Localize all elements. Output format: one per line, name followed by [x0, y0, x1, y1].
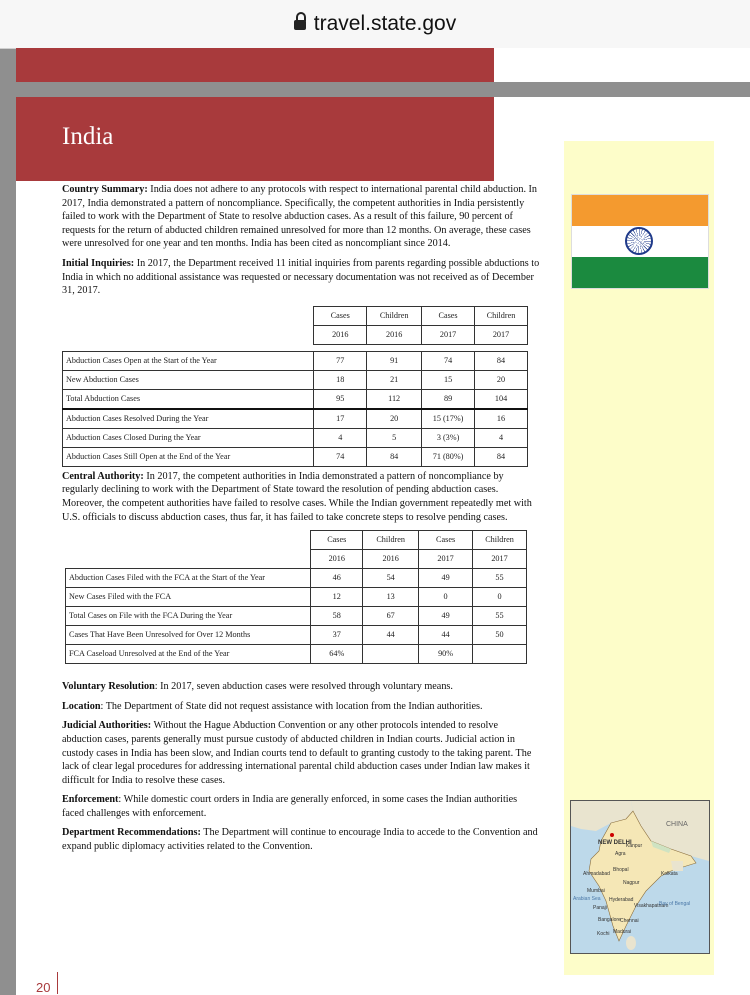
cell: 13 [363, 588, 419, 607]
row-label: Abduction Cases Closed During the Year [63, 428, 314, 447]
voluntary-resolution-paragraph [62, 680, 540, 694]
cell: 84 [475, 447, 528, 466]
map-label-visakhapatnam: Visakhapatnam [634, 903, 669, 909]
previous-page-edge [16, 48, 750, 82]
india-map [570, 800, 710, 954]
row-label: New Cases Filed with the FCA [66, 588, 311, 607]
table-row [63, 447, 528, 466]
cell: 67 [363, 607, 419, 626]
cell: 55 [473, 569, 527, 588]
map-label-madurai: Madurai [613, 929, 632, 935]
cell: 55 [473, 607, 527, 626]
cell: 84 [367, 447, 422, 466]
table-header-row [63, 306, 528, 325]
cell: 15 [422, 370, 475, 389]
cell: 0 [473, 588, 527, 607]
map-label-kanpur: Kanpur [626, 843, 643, 849]
cell: 104 [475, 389, 528, 409]
table-row [63, 428, 528, 447]
map-bangladesh-land [671, 861, 683, 871]
enforcement-text: : While domestic court orders in India are generally enforced, in some cases the Indian authorities faced challenges with enforcement. [62, 794, 518, 819]
table-header-row [66, 531, 527, 550]
table-header-cell: 2017 [422, 325, 475, 344]
table-row [63, 389, 528, 409]
cell: 50 [473, 626, 527, 645]
lock-icon [294, 17, 306, 31]
cell: 3 (3%) [422, 428, 475, 447]
previous-page-header-band [16, 48, 494, 82]
cell: 89 [422, 389, 475, 409]
cell: 112 [367, 389, 422, 409]
sidebar [564, 141, 714, 975]
cell: 58 [311, 607, 363, 626]
abduction-cases-table [62, 306, 528, 467]
cell: 64% [311, 645, 363, 664]
map-label-chennai: Chennai [620, 918, 639, 924]
judicial-authorities-paragraph [62, 719, 540, 787]
table-row [66, 645, 527, 664]
map-label-kolkata: Kolkata [661, 871, 678, 877]
table-row [66, 626, 527, 645]
browser-bar [0, 0, 750, 49]
cell: 46 [311, 569, 363, 588]
country-title: India [62, 123, 114, 150]
judicial-authorities-heading: Judicial Authorities: [62, 720, 152, 732]
central-authority-text: In 2017, the competent authorities in India demonstrated a pattern of noncompliance by regularly declining to work with the Department of State toward the resolution of pending abduction cases. Moreover, the competent authorities have failed to resolve cases. While the Indian government repeatedly met with U.S. officials to discuss abduction cases, thus far, it has failed to take concrete steps to resolve pending cases. [62, 470, 532, 523]
department-recommendations-heading: Department Recommendations: [62, 827, 201, 839]
table-header-cell: Cases [422, 306, 475, 325]
cell: 5 [367, 428, 422, 447]
table-header-cell: 2016 [314, 325, 367, 344]
page-content [62, 183, 540, 860]
map-label-hyderabad: Hyderabad [609, 897, 634, 903]
cell: 20 [475, 370, 528, 389]
table-row [63, 409, 528, 429]
row-label: Abduction Cases Resolved During the Year [63, 409, 314, 429]
map-sri-lanka-land [626, 936, 636, 950]
initial-inquiries-heading: Initial Inquiries: [62, 257, 135, 269]
cell: 12 [311, 588, 363, 607]
url-text: travel.state.gov [313, 12, 457, 35]
department-recommendations-text: The Department will continue to encourage India to accede to the Convention and expand public diplomacy activities related to the Convention. [62, 827, 538, 853]
cell: 74 [422, 351, 475, 370]
cell: 84 [475, 351, 528, 370]
row-label: New Abduction Cases [63, 370, 314, 389]
page-number-rule [57, 972, 58, 994]
cell: 15 (17%) [422, 409, 475, 429]
judicial-authorities-text: Without the Hague Abduction Convention or any other protocols intended to resolve abduction cases, parents generally must pursue custody of abducted children in Indian courts. Judicial action in custody cases in India has been slow, and Indian courts tend to default to granting custody to the taking parent. The lack of clear legal procedures for addressing international parental child abduction cases under Indian law makes it difficult for India to resolve these cases. [62, 720, 532, 786]
enforcement-heading: Enforcement [62, 794, 119, 806]
table-row [63, 370, 528, 389]
flag-saffron-stripe [572, 195, 708, 226]
map-capital-marker [610, 833, 614, 837]
table-header-cell: Cases [314, 306, 367, 325]
cell: 4 [475, 428, 528, 447]
cell: 44 [419, 626, 473, 645]
table-header-cell: 2016 [363, 550, 419, 569]
voluntary-resolution-text: : In 2017, seven abduction cases were resolved through voluntary means. [154, 681, 453, 693]
table-row [66, 569, 527, 588]
table-header-cell: 2017 [419, 550, 473, 569]
cell: 4 [314, 428, 367, 447]
document-page [16, 97, 750, 995]
row-label: Total Abduction Cases [63, 389, 314, 409]
country-header-band [16, 97, 494, 181]
address-bar[interactable] [0, 12, 750, 36]
row-label: Cases That Have Been Unresolved for Over 12 Months [66, 626, 311, 645]
country-summary-paragraph [62, 183, 540, 251]
cell: 95 [314, 389, 367, 409]
map-shapes [571, 801, 709, 953]
central-authority-paragraph [62, 470, 540, 524]
india-flag [571, 194, 709, 289]
map-label-bengaluru: Bangalore [598, 917, 621, 923]
table-row [66, 607, 527, 626]
country-summary-text: India does not adhere to any protocols with respect to international parental child abduction. In 2017, India demonstrated a pattern of noncompliance. Specifically, the competent authorities in India persistently failed to work with the Department of State to resolve abduction cases. As a result of this failure, 90 percent of requests for the return of abducted children remained unresolved for more than 12 months. On average, these cases were unresolved for one year and ten months. India has been cited as noncompliant since 2014. [62, 184, 538, 250]
location-heading: Location [62, 700, 101, 712]
table-header-row [66, 550, 527, 569]
flag-green-stripe [572, 257, 708, 288]
table-header-cell: Children [367, 306, 422, 325]
map-label-bay-of-bengal: Bay of Bengal [659, 901, 691, 907]
table-header-cell: Children [363, 531, 419, 550]
cell: 54 [363, 569, 419, 588]
map-label-mumbai: Mumbai [587, 888, 605, 894]
cell: 16 [475, 409, 528, 429]
table-header-cell: 2016 [311, 550, 363, 569]
page-number: 20 [36, 980, 51, 995]
table-header-cell: Cases [419, 531, 473, 550]
cell: 91 [367, 351, 422, 370]
cell [473, 645, 527, 664]
cell: 17 [314, 409, 367, 429]
cell: 20 [367, 409, 422, 429]
map-label-ahmadabad: Ahmadabad [583, 871, 610, 877]
country-summary-heading: Country Summary: [62, 184, 148, 195]
fca-cases-table [65, 530, 527, 664]
table-header-cell: 2017 [473, 550, 527, 569]
ashoka-chakra-icon [625, 227, 653, 255]
cell: 49 [419, 607, 473, 626]
table-header-cell: 2017 [475, 325, 528, 344]
map-label-bhopal: Bhopal [613, 867, 629, 873]
table-header-cell: Children [475, 306, 528, 325]
row-label: Abduction Cases Open at the Start of the Year [63, 351, 314, 370]
initial-inquiries-text: In 2017, the Department received 11 initial inquiries from parents regarding possible abductions to India in which no additional assistance was requested or necessary documentation was not received as of December 31, 2017. [62, 257, 540, 297]
map-label-panaji: Panaji [593, 905, 607, 911]
table-header-cell: Cases [311, 531, 363, 550]
cell: 71 (80%) [422, 447, 475, 466]
enforcement-paragraph [62, 793, 540, 820]
row-label: Abduction Cases Still Open at the End of the Year [63, 447, 314, 466]
location-paragraph [62, 700, 540, 714]
row-label: Abduction Cases Filed with the FCA at the Start of the Year [66, 569, 311, 588]
cell: 77 [314, 351, 367, 370]
row-label: Total Cases on File with the FCA During the Year [66, 607, 311, 626]
table-header-row [63, 325, 528, 344]
map-label-agra: Agra [615, 851, 626, 857]
cell: 49 [419, 569, 473, 588]
cell: 21 [367, 370, 422, 389]
initial-inquiries-paragraph [62, 257, 540, 298]
central-authority-heading: Central Authority: [62, 470, 144, 482]
table-row [63, 351, 528, 370]
cell: 0 [419, 588, 473, 607]
cell: 37 [311, 626, 363, 645]
table-header-cell: 2016 [367, 325, 422, 344]
location-text: : The Department of State did not request assistance with location from the Indian authorities. [100, 700, 483, 712]
flag-white-stripe [572, 226, 708, 257]
cell: 90% [419, 645, 473, 664]
table-header-cell: Children [473, 531, 527, 550]
table-row [66, 588, 527, 607]
cell [363, 645, 419, 664]
map-label-kochi: Kochi [597, 931, 610, 937]
cell: 44 [363, 626, 419, 645]
map-label-arabian-sea: Arabian Sea [573, 896, 601, 902]
cell: 18 [314, 370, 367, 389]
map-label-nagpur: Nagpur [623, 880, 640, 886]
map-label-delhi: NEW DELHI [598, 840, 632, 846]
department-recommendations-paragraph [62, 826, 540, 853]
map-label-china: CHINA [666, 821, 688, 828]
cell: 74 [314, 447, 367, 466]
voluntary-resolution-heading: Voluntary Resolution [62, 681, 155, 693]
row-label: FCA Caseload Unresolved at the End of the Year [66, 645, 311, 664]
